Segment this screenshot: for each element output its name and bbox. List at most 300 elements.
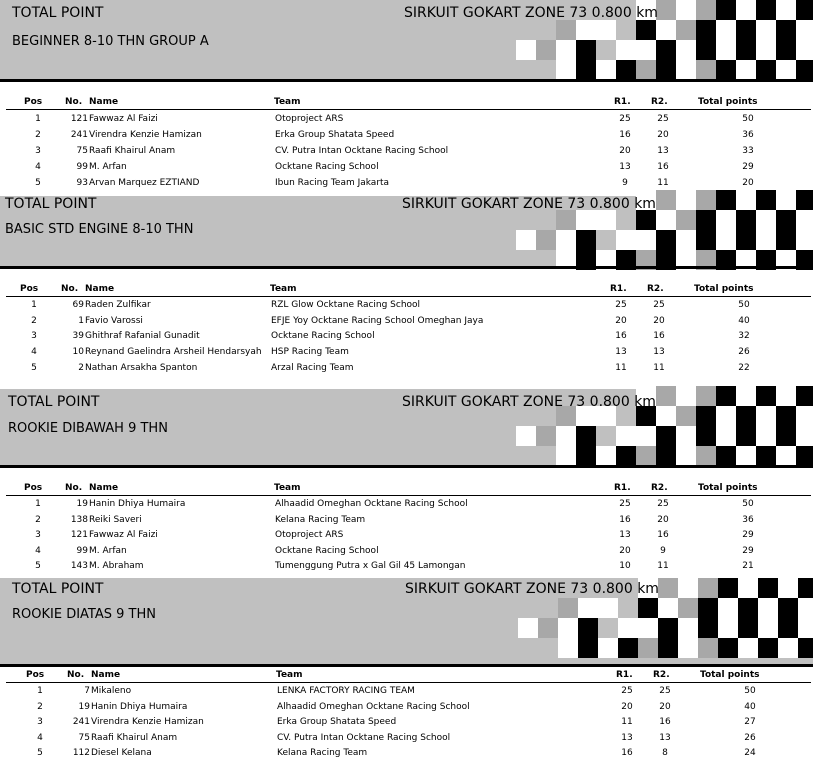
flag-cell <box>656 60 676 80</box>
table-row <box>0 686 813 702</box>
flag-cell <box>676 40 696 60</box>
category-name: ROOKIE DIBAWAH 9 THN <box>8 421 168 436</box>
flag-cell <box>776 60 796 80</box>
cell-r1: 13 <box>619 530 631 541</box>
section-title: TOTAL POINT <box>12 5 104 21</box>
cell-team: Kelana Racing Team <box>275 514 366 525</box>
flag-cell <box>676 60 696 80</box>
cell-r2: 11 <box>657 178 669 188</box>
flag-cell <box>598 598 618 618</box>
flag-cell <box>636 210 656 230</box>
cell-name: M. Arfan <box>89 545 127 556</box>
banner-divider <box>0 79 813 82</box>
cell-no: 138 <box>70 514 88 525</box>
flag-cell <box>696 190 716 210</box>
cell-no: 19 <box>76 499 88 509</box>
column-header-total: Total points <box>700 670 760 680</box>
flag-cell <box>696 40 716 60</box>
flag-cell <box>758 578 778 598</box>
cell-name: Diesel Kelana <box>91 748 152 759</box>
flag-cell <box>696 20 716 40</box>
column-header-total: Total points <box>698 97 758 107</box>
flag-cell <box>556 210 576 230</box>
flag-cell <box>616 426 636 446</box>
flag-cell <box>656 386 676 406</box>
flag-cell <box>718 638 738 658</box>
flag-cell <box>698 618 718 638</box>
table-row <box>0 748 813 764</box>
flag-cell <box>718 578 738 598</box>
cell-total: 36 <box>742 130 754 140</box>
flag-cell <box>558 638 578 658</box>
flag-cell <box>776 230 796 250</box>
flag-cell <box>796 60 813 80</box>
flag-cell <box>716 230 736 250</box>
cell-r1: 20 <box>619 545 631 556</box>
cell-total: 33 <box>742 146 754 156</box>
flag-cell <box>656 0 676 20</box>
column-header-r2: R2. <box>653 670 670 680</box>
header-rule <box>6 495 811 496</box>
flag-cell <box>658 638 678 658</box>
cell-no: 19 <box>78 701 90 712</box>
cell-r2: 25 <box>657 499 669 509</box>
cell-team: Otoproject ARS <box>275 530 344 541</box>
cell-r1: 9 <box>622 178 628 188</box>
flag-cell <box>676 210 696 230</box>
column-header-r2: R2. <box>651 483 668 493</box>
flag-cell <box>656 426 676 446</box>
flag-cell <box>656 20 676 40</box>
track-name: SIRKUIT GOKART ZONE 73 0.800 km <box>402 196 656 212</box>
flag-cell <box>618 618 638 638</box>
flag-cell <box>578 598 598 618</box>
flag-cell <box>616 446 636 466</box>
cell-no: 99 <box>76 545 88 556</box>
table-row <box>0 499 813 515</box>
cell-r2: 13 <box>653 347 665 358</box>
cell-r1: 11 <box>621 717 633 728</box>
cell-name: Arvan Marquez EZTIAND <box>89 178 200 188</box>
flag-cell <box>736 0 756 20</box>
table-row <box>0 316 813 332</box>
cell-name: Mikaleno <box>91 686 132 696</box>
cell-no: 2 <box>78 362 84 373</box>
table-row <box>0 347 813 363</box>
flag-cell <box>776 386 796 406</box>
cell-total: 20 <box>742 178 754 188</box>
flag-cell <box>576 60 596 80</box>
flag-cell <box>716 210 736 230</box>
table-row <box>0 702 813 718</box>
flag-cell <box>636 230 656 250</box>
cell-pos: 4 <box>37 732 43 743</box>
cell-pos: 1 <box>35 499 41 509</box>
flag-cell <box>756 190 776 210</box>
cell-team: Ocktane Racing School <box>271 331 375 342</box>
flag-cell <box>778 598 798 618</box>
flag-cell <box>716 406 736 426</box>
column-header-r2: R2. <box>647 284 664 294</box>
cell-r2: 13 <box>659 732 671 743</box>
table-row <box>0 717 813 733</box>
flag-cell <box>756 386 776 406</box>
flag-cell <box>776 446 796 466</box>
cell-r1: 11 <box>615 362 627 373</box>
flag-cell <box>578 618 598 638</box>
cell-r2: 25 <box>653 300 665 310</box>
flag-cell <box>638 598 658 618</box>
cell-no: 99 <box>76 162 88 172</box>
flag-cell <box>676 230 696 250</box>
flag-cell <box>796 406 813 426</box>
flag-cell <box>776 406 796 426</box>
flag-cell <box>778 618 798 638</box>
flag-cell <box>536 426 556 446</box>
flag-cell <box>756 446 776 466</box>
cell-no: 143 <box>70 561 88 572</box>
column-header-team: Team <box>274 483 301 493</box>
category-name: BASIC STD ENGINE 8-10 THN <box>5 222 194 237</box>
cell-r2: 13 <box>657 146 669 156</box>
column-header-r1: R1. <box>616 670 633 680</box>
cell-no: 75 <box>78 732 90 743</box>
flag-cell <box>596 20 616 40</box>
cell-team: Alhaadid Omeghan Ocktane Racing School <box>277 701 470 712</box>
cell-pos: 3 <box>37 717 43 728</box>
column-header-r1: R1. <box>610 284 627 294</box>
flag-cell <box>658 578 678 598</box>
cell-team: Arzal Racing Team <box>271 362 354 373</box>
flag-cell <box>776 426 796 446</box>
flag-cell <box>616 230 636 250</box>
cell-pos: 1 <box>31 300 37 310</box>
flag-cell <box>716 0 736 20</box>
flag-cell <box>796 20 813 40</box>
flag-cell <box>598 638 618 658</box>
cell-r1: 16 <box>619 130 631 140</box>
flag-cell <box>736 210 756 230</box>
flag-cell <box>736 230 756 250</box>
cell-no: 121 <box>70 114 88 124</box>
flag-cell <box>736 60 756 80</box>
flag-cell <box>718 598 738 618</box>
flag-cell <box>516 426 536 446</box>
cell-pos: 5 <box>35 561 41 572</box>
cell-total: 40 <box>738 315 750 326</box>
flag-cell <box>736 406 756 426</box>
flag-cell <box>798 578 813 598</box>
cell-r1: 16 <box>615 331 627 342</box>
table-row <box>0 561 813 577</box>
flag-cell <box>698 598 718 618</box>
flag-cell <box>698 578 718 598</box>
flag-cell <box>696 406 716 426</box>
cell-pos: 4 <box>35 545 41 556</box>
column-header-r2: R2. <box>651 97 668 107</box>
flag-cell <box>678 638 698 658</box>
cell-pos: 4 <box>35 162 41 172</box>
flag-cell <box>578 638 598 658</box>
cell-total: 40 <box>744 701 756 712</box>
cell-r1: 20 <box>615 315 627 326</box>
flag-cell <box>758 618 778 638</box>
flag-cell <box>576 446 596 466</box>
flag-cell <box>656 190 676 210</box>
cell-r2: 16 <box>657 530 669 541</box>
flag-cell <box>756 40 776 60</box>
cell-r2: 11 <box>657 561 669 572</box>
flag-cell <box>538 618 558 638</box>
cell-team: Erka Group Shatata Speed <box>277 717 397 728</box>
column-header-no: No. <box>65 483 83 493</box>
column-header-pos: Pos <box>26 670 45 680</box>
cell-r1: 20 <box>621 701 633 712</box>
cell-total: 32 <box>738 331 750 342</box>
flag-cell <box>656 210 676 230</box>
cell-r2: 25 <box>659 686 671 696</box>
flag-cell <box>558 618 578 638</box>
banner-divider <box>0 266 813 269</box>
cell-no: 112 <box>72 748 90 759</box>
flag-cell <box>776 190 796 210</box>
flag-cell <box>798 638 813 658</box>
flag-cell <box>676 406 696 426</box>
flag-cell <box>636 426 656 446</box>
column-header-r1: R1. <box>614 483 631 493</box>
flag-cell <box>738 598 758 618</box>
flag-cell <box>518 618 538 638</box>
cell-team: Kelana Racing Team <box>277 748 368 759</box>
cell-r1: 25 <box>615 300 627 310</box>
flag-cell <box>776 20 796 40</box>
flag-cell <box>736 446 756 466</box>
flag-cell <box>796 190 813 210</box>
cell-r1: 25 <box>619 499 631 509</box>
cell-name: Raafi Khairul Anam <box>89 146 176 156</box>
header-rule <box>6 682 811 683</box>
cell-r2: 20 <box>653 315 665 326</box>
cell-total: 50 <box>742 499 754 509</box>
cell-name: M. Abraham <box>89 561 144 572</box>
cell-r2: 8 <box>662 748 668 759</box>
cell-total: 50 <box>738 300 750 310</box>
flag-cell <box>776 40 796 60</box>
cell-no: 7 <box>84 686 90 696</box>
column-header-team: Team <box>276 670 303 680</box>
cell-name: Reiki Saveri <box>89 514 142 525</box>
cell-r2: 16 <box>657 162 669 172</box>
column-header-no: No. <box>61 284 79 294</box>
flag-cell <box>696 230 716 250</box>
flag-cell <box>758 638 778 658</box>
cell-r1: 16 <box>621 748 633 759</box>
section-title: TOTAL POINT <box>5 196 97 212</box>
flag-cell <box>536 230 556 250</box>
cell-no: 241 <box>70 130 88 140</box>
flag-cell <box>778 638 798 658</box>
flag-cell <box>756 0 776 20</box>
cell-name: M. Arfan <box>89 162 127 172</box>
cell-pos: 3 <box>35 530 41 541</box>
cell-pos: 2 <box>37 701 43 712</box>
flag-cell <box>676 20 696 40</box>
flag-cell <box>756 406 776 426</box>
table-row <box>0 300 813 316</box>
cell-team: Ocktane Racing School <box>275 545 379 556</box>
flag-cell <box>776 0 796 20</box>
flag-cell <box>676 190 696 210</box>
column-header-name: Name <box>85 284 115 294</box>
flag-cell <box>736 386 756 406</box>
flag-cell <box>676 0 696 20</box>
cell-total: 27 <box>744 717 756 728</box>
category-name: ROOKIE DIATAS 9 THN <box>12 607 156 622</box>
column-header-name: Name <box>89 483 119 493</box>
cell-team: CV. Putra Intan Ocktane Racing School <box>275 146 449 156</box>
cell-no: 1 <box>78 315 84 326</box>
table-row <box>0 363 813 379</box>
column-header-pos: Pos <box>24 97 43 107</box>
column-header-total: Total points <box>698 483 758 493</box>
cell-team: RZL Glow Ocktane Racing School <box>271 300 421 310</box>
flag-cell <box>556 230 576 250</box>
cell-no: 93 <box>76 178 88 188</box>
section-title: TOTAL POINT <box>8 394 100 410</box>
flag-cell <box>696 426 716 446</box>
cell-name: Fawwaz Al Faizi <box>89 530 158 541</box>
flag-cell <box>756 426 776 446</box>
cell-r2: 16 <box>653 331 665 342</box>
cell-no: 121 <box>70 530 88 541</box>
flag-cell <box>656 406 676 426</box>
flag-cell <box>516 230 536 250</box>
cell-pos: 2 <box>35 514 41 525</box>
cell-no: 39 <box>72 331 84 342</box>
cell-r1: 13 <box>621 732 633 743</box>
cell-r1: 13 <box>615 347 627 358</box>
flag-cell <box>556 20 576 40</box>
flag-cell <box>576 40 596 60</box>
cell-pos: 4 <box>31 347 37 358</box>
flag-cell <box>636 40 656 60</box>
cell-team: Alhaadid Omeghan Ocktane Racing School <box>275 499 468 509</box>
cell-r2: 20 <box>657 130 669 140</box>
flag-cell <box>796 40 813 60</box>
flag-cell <box>658 618 678 638</box>
column-header-r1: R1. <box>614 97 631 107</box>
column-header-name: Name <box>91 670 121 680</box>
flag-cell <box>778 578 798 598</box>
flag-cell <box>796 426 813 446</box>
flag-cell <box>536 40 556 60</box>
flag-cell <box>758 598 778 618</box>
flag-cell <box>756 210 776 230</box>
column-header-total: Total points <box>694 284 754 294</box>
table-row <box>0 733 813 749</box>
flag-cell <box>676 386 696 406</box>
header-rule <box>6 109 811 110</box>
category-name: BEGINNER 8-10 THN GROUP A <box>12 34 209 49</box>
table-row <box>0 130 813 146</box>
flag-cell <box>796 0 813 20</box>
flag-cell <box>696 446 716 466</box>
flag-cell <box>796 386 813 406</box>
flag-cell <box>676 446 696 466</box>
flag-cell <box>776 210 796 230</box>
flag-cell <box>736 40 756 60</box>
flag-cell <box>658 598 678 618</box>
table-row <box>0 331 813 347</box>
cell-name: Fawwaz Al Faizi <box>89 114 158 124</box>
cell-team: Ibun Racing Team Jakarta <box>275 178 390 188</box>
flag-cell <box>576 426 596 446</box>
cell-team: LENKA FACTORY RACING TEAM <box>277 686 415 696</box>
section-title: TOTAL POINT <box>12 581 104 597</box>
flag-cell <box>638 638 658 658</box>
flag-cell <box>636 60 656 80</box>
cell-name: Virendra Kenzie Hamizan <box>91 717 204 728</box>
cell-pos: 1 <box>37 686 43 696</box>
table-row <box>0 146 813 162</box>
column-header-name: Name <box>89 97 119 107</box>
flag-cell <box>716 60 736 80</box>
flag-cell <box>696 386 716 406</box>
flag-cell <box>738 618 758 638</box>
cell-r2: 25 <box>657 114 669 124</box>
cell-no: 10 <box>72 347 84 358</box>
cell-total: 36 <box>742 514 754 525</box>
table-row <box>0 515 813 531</box>
flag-cell <box>676 426 696 446</box>
cell-team: Erka Group Shatata Speed <box>275 130 395 140</box>
track-name: SIRKUIT GOKART ZONE 73 0.800 km <box>402 394 656 410</box>
flag-cell <box>556 60 576 80</box>
cell-total: 50 <box>742 114 754 124</box>
flag-cell <box>696 0 716 20</box>
cell-r2: 16 <box>659 717 671 728</box>
cell-pos: 5 <box>31 362 37 373</box>
cell-total: 24 <box>744 748 756 759</box>
flag-cell <box>576 20 596 40</box>
cell-r1: 13 <box>619 162 631 172</box>
cell-r2: 20 <box>657 514 669 525</box>
cell-r1: 25 <box>619 114 631 124</box>
table-row <box>0 546 813 562</box>
flag-cell <box>558 598 578 618</box>
column-header-no: No. <box>65 97 83 107</box>
flag-cell <box>796 210 813 230</box>
flag-cell <box>716 386 736 406</box>
flag-cell <box>616 40 636 60</box>
cell-no: 69 <box>72 300 84 310</box>
cell-pos: 1 <box>35 114 41 124</box>
flag-cell <box>556 446 576 466</box>
flag-cell <box>656 446 676 466</box>
cell-total: 26 <box>738 347 750 358</box>
cell-no: 75 <box>76 146 88 156</box>
cell-no: 241 <box>72 717 90 728</box>
column-header-team: Team <box>270 284 297 294</box>
cell-team: CV. Putra Intan Ocktane Racing School <box>277 732 451 743</box>
flag-cell <box>636 20 656 40</box>
flag-cell <box>696 60 716 80</box>
flag-cell <box>736 190 756 210</box>
flag-cell <box>678 598 698 618</box>
cell-r2: 11 <box>653 362 665 373</box>
flag-cell <box>596 446 616 466</box>
cell-name: Raafi Khairul Anam <box>91 732 178 743</box>
